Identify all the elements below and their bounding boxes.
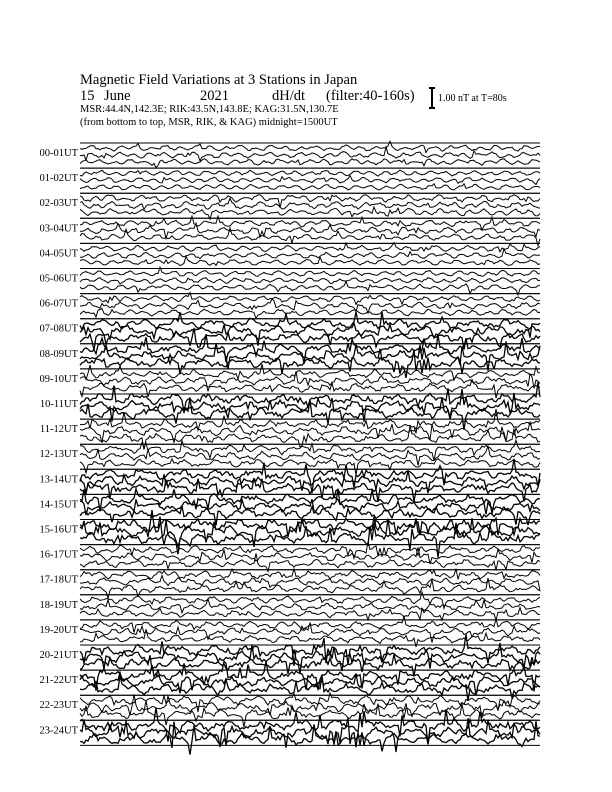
trace-rik bbox=[80, 623, 540, 643]
date-month: June bbox=[104, 88, 131, 104]
hour-label: 21-22UT bbox=[39, 675, 78, 687]
trace-kag bbox=[80, 159, 540, 168]
trace-kag bbox=[80, 676, 540, 701]
trace-kag bbox=[80, 607, 540, 620]
hour-label: 14-15UT bbox=[39, 499, 78, 511]
trace-msr bbox=[80, 708, 540, 745]
scale-label: 1.00 nT at T=80s bbox=[438, 93, 507, 104]
trace-kag bbox=[80, 281, 540, 295]
date-day: 15 bbox=[80, 88, 95, 104]
hour-label: 02-03UT bbox=[39, 198, 78, 210]
hour-label: 15-16UT bbox=[39, 524, 78, 536]
hour-label: 20-21UT bbox=[39, 650, 78, 661]
trace-msr bbox=[80, 693, 540, 712]
station-order: (from bottom to top, MSR, RIK, & KAG) midnight=1500UT bbox=[80, 117, 338, 128]
trace-msr bbox=[80, 293, 540, 305]
hour-label: 23-24UT bbox=[39, 725, 78, 737]
hour-label: 16-17UT bbox=[39, 549, 78, 561]
hour-label: 08-09UT bbox=[39, 348, 78, 360]
trace-kag bbox=[80, 257, 540, 266]
trace-rik bbox=[80, 198, 540, 209]
trace-kag bbox=[80, 309, 540, 319]
hour-label: 03-04UT bbox=[39, 223, 78, 235]
hour-label: 05-06UT bbox=[39, 273, 78, 285]
trace-kag bbox=[80, 184, 540, 190]
hour-label: 11-12UT bbox=[39, 424, 78, 436]
trace-rik bbox=[80, 175, 540, 184]
trace-rik bbox=[80, 278, 540, 284]
trace-msr bbox=[80, 243, 540, 252]
hour-label: 04-05UT bbox=[39, 248, 78, 260]
trace-msr bbox=[80, 170, 540, 176]
trace-msr bbox=[80, 312, 540, 338]
quantity-label: dH/dt bbox=[272, 88, 306, 104]
trace-kag bbox=[80, 629, 540, 647]
hour-label: 06-07UT bbox=[39, 298, 78, 310]
trace-kag bbox=[80, 553, 540, 571]
hour-label: 19-20UT bbox=[39, 624, 78, 636]
hour-label: 17-18UT bbox=[39, 574, 78, 586]
hour-label: 12-13UT bbox=[39, 449, 78, 461]
trace-msr bbox=[80, 364, 540, 380]
hour-label: 07-08UT bbox=[39, 323, 78, 335]
hour-label: 18-19UT bbox=[39, 599, 78, 611]
hour-label: 10-11UT bbox=[39, 399, 78, 410]
hour-label: 22-23UT bbox=[39, 700, 78, 712]
filter-label: (filter:40-160s) bbox=[326, 88, 415, 104]
trace-rik bbox=[80, 323, 540, 346]
hour-label: 01-02UT bbox=[39, 173, 78, 185]
hour-label: 13-14UT bbox=[39, 474, 78, 486]
chart-title: Magnetic Field Variations at 3 Stations in Japan bbox=[80, 72, 358, 88]
hour-label: 00-01UT bbox=[39, 148, 78, 159]
date-year: 2021 bbox=[200, 88, 229, 104]
station-coords: MSR:44.4N,142.3E; RIK:43.5N,143.8E; KAG:31.5N,130.7E bbox=[80, 104, 339, 115]
trace-kag bbox=[80, 380, 540, 399]
hour-label: 09-10UT bbox=[39, 373, 78, 385]
trace-msr bbox=[80, 195, 540, 208]
trace-kag bbox=[80, 207, 540, 219]
